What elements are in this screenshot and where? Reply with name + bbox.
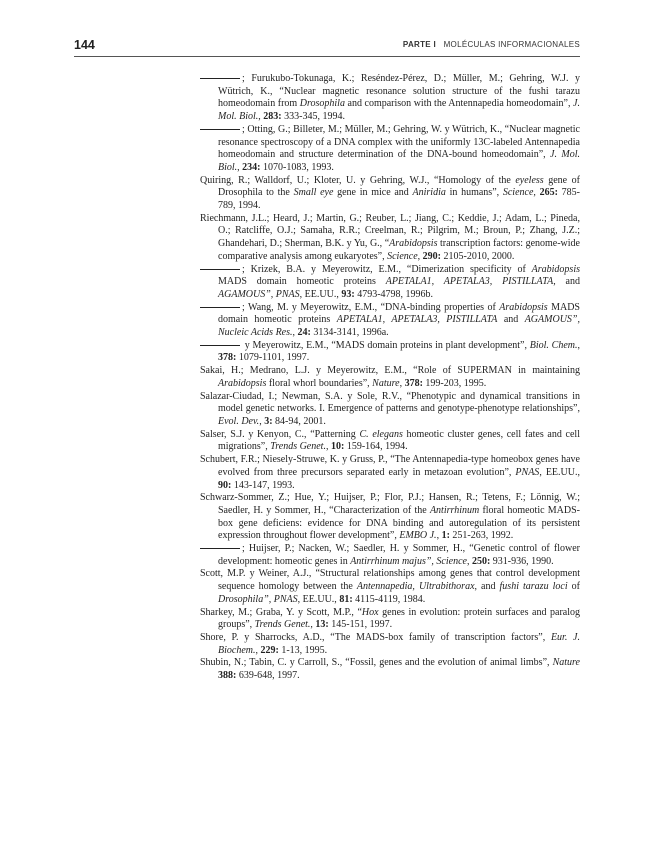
page-header	[74, 38, 580, 57]
reference-text: ,	[577, 339, 580, 351]
italic-text: AGAMOUS”, PNAS	[218, 288, 300, 300]
reference-text: and	[555, 276, 580, 288]
italic-text: Trends Genet.	[254, 619, 311, 631]
reference-text: transcription factors: genome-wide comparative analysis among eukaryotes”,	[218, 238, 580, 262]
italic-text: Nature	[372, 377, 400, 389]
reference-text: and comparison with the Antennapedia homeodomain”,	[344, 98, 574, 110]
italic-text: Arabidopsis	[389, 238, 438, 250]
reference-text: ,	[310, 619, 316, 631]
volume-number: 13:	[315, 619, 329, 631]
volume-number: 90:	[218, 479, 232, 491]
reference-text: floral homeotic MADS-box gene deficiens: evidence for DNA binding and autoregulation of its persistent expression throughout flower development”,	[218, 504, 581, 542]
reference-entry	[200, 264, 580, 302]
italic-text: Arabidopsis	[218, 377, 267, 389]
italic-text: EMBO J.	[399, 530, 437, 542]
reference-entry	[200, 124, 580, 175]
reference-entry	[200, 543, 580, 568]
reference-text: ,	[292, 327, 298, 339]
reference-text: ; Huijser, P.; Nacken, W.; Saedler, H. y Sommer, H., “Genetic control of flower development: homeotic genes in	[218, 543, 580, 567]
reference-text: ,	[417, 250, 423, 262]
reference-text: Schubert, F.R.; Niesely-Struwe, K. y Gruss, P., “The Antennapedia-type homeobox genes have evolved from three precursors separated early in metazoan evolution”,	[200, 454, 580, 478]
reference-text: 785-789, 1994.	[218, 187, 581, 212]
reference-text: Sakai, H.; Medrano, L.J. y Meyerowitz, E.M., “Role of SUPERMAN in maintaining	[200, 365, 580, 377]
reference-text: Riechmann, J.L.; Heard, J.; Martin, G.; Reuber, L.; Jiang, C.; Keddie, J.; Adam, L.; Pineda, O.; Ratcliffe, O.J.; Samaha, R.R.; Creelman, R.; Pilgrim, M.; Broun, P.; Zhang, J.Z.; Ghandehari, D.; Sherman, B.K. y Yu, G., “	[200, 212, 580, 250]
italic-text: eyeless	[515, 174, 544, 186]
reference-entry	[200, 657, 580, 682]
italic-text: Drosophila”, PNAS	[218, 593, 298, 605]
reference-entry	[200, 492, 580, 543]
repeat-author-dash	[200, 129, 240, 130]
reference-text: Schwarz-Sommer, Z.; Hue, Y.; Huijser, P.; Flor, P.J.; Hansen, R.; Tetens, F.; Lönnig, W.; Saedler, H. y Sommer, H., “Characterization of the	[200, 492, 580, 516]
italic-text: Arabidopsis	[531, 263, 580, 275]
reference-entry	[200, 340, 580, 365]
reference-text: homeotic cluster genes, cell fates and cell migrations”,	[218, 428, 580, 453]
reference-text: , EE.UU.,	[297, 593, 340, 605]
italic-text: C. elegans	[359, 428, 403, 440]
italic-text: Biol. Chem.	[529, 339, 578, 351]
reference-text: 84-94, 2001.	[272, 415, 326, 427]
reference-text: 145-151, 1997.	[328, 619, 393, 631]
italic-text: J. Mol. Biol.	[218, 98, 580, 123]
volume-number: 3:	[264, 415, 273, 427]
italic-text: Antennapedia, Ultrabithorax	[356, 581, 475, 593]
reference-text: 3134-3141, 1996a.	[310, 327, 389, 339]
reference-text: ,	[255, 644, 261, 656]
volume-number: 234:	[242, 161, 261, 173]
volume-number: 265:	[539, 187, 558, 199]
reference-entry	[200, 454, 580, 492]
reference-text: ,	[466, 555, 472, 567]
italic-text: Science	[502, 187, 534, 199]
reference-text: y Meyerowitz, E.M., “MADS domain proteins in plant development”,	[242, 339, 530, 351]
italic-text: APETALA1, APETALA3, PISTILLATA,	[385, 276, 556, 288]
reference-entry	[200, 213, 580, 264]
reference-entry	[200, 607, 580, 632]
reference-text: ,	[237, 161, 243, 173]
reference-entry	[200, 302, 580, 340]
italic-text: APETALA1, APETALA3, PISTILLATA	[336, 314, 498, 326]
reference-text: Sharkey, M.; Graba, Y. y Scott, M.P., “	[200, 606, 362, 618]
volume-number: 1:	[441, 530, 450, 542]
italic-text: PNAS	[515, 466, 540, 478]
reference-text: Salser, S.J. y Kenyon, C., “Patterning	[200, 428, 360, 440]
volume-number: 283:	[263, 111, 282, 123]
italic-text: Small eye	[293, 187, 334, 199]
volume-number: 93:	[341, 288, 355, 300]
reference-entry	[200, 429, 580, 454]
italic-text: Hox	[361, 606, 379, 618]
volume-number: 378:	[404, 377, 423, 389]
reference-text: ; Wang, M. y Meyerowitz, E.M., “DNA-binding properties of	[242, 301, 500, 313]
reference-text: Salazar-Ciudad, I.; Newman, S.A. y Sole, R.V., “Phenotypic and dynamical transitions in model genetic networks. I. Emergence of patterns and genotype-phenotype relationships”,	[200, 390, 580, 415]
reference-text: 199-203, 1995.	[422, 377, 487, 389]
reference-text: 1079-1101, 1997.	[236, 352, 310, 364]
reference-text: 1-13, 1995.	[278, 644, 328, 656]
reference-text: ,	[533, 187, 540, 199]
italic-text: J. Mol. Biol.	[218, 149, 580, 173]
reference-entry	[200, 175, 580, 213]
volume-number: 250:	[471, 555, 491, 567]
reference-entry	[200, 632, 580, 657]
volume-number: 290:	[422, 250, 441, 262]
reference-text: , EE.UU.,	[299, 288, 342, 300]
running-head	[403, 40, 580, 49]
reference-text: 2105-2010, 2000.	[441, 250, 515, 262]
reference-text: 143-147, 1993.	[231, 479, 295, 491]
reference-text: ,	[325, 441, 331, 453]
reference-list	[200, 73, 580, 683]
repeat-author-dash	[200, 307, 240, 308]
reference-text: ,	[399, 377, 405, 389]
reference-text: MADS domain homeotic proteins	[218, 301, 580, 326]
reference-text: 333-345, 1994.	[281, 111, 345, 123]
italic-text: Trends Genet.	[270, 441, 326, 453]
italic-text: Drosophila	[299, 98, 345, 110]
reference-text: ,	[258, 111, 264, 123]
repeat-author-dash	[200, 345, 240, 346]
repeat-author-dash	[200, 269, 240, 270]
reference-text: gene of Drosophila to the	[218, 174, 580, 199]
reference-text: Quiring, R.; Walldorf, U.; Kloter, U. y Gehring, W.J., “Homology of the	[200, 174, 516, 186]
italic-text: AGAMOUS”, Nucleic Acids Res.	[218, 314, 580, 339]
reference-text: ,	[259, 415, 265, 427]
volume-number: 229:	[260, 644, 279, 656]
part-label: PARTE I	[402, 40, 436, 49]
reference-entry	[200, 73, 580, 124]
reference-text: ; Otting, G.; Billeter, M.; Müller, M.; Gehring, W. y Wütrich, K., “Nuclear magnetic resonance spectroscopy of a DNA complex with the uniformly 13C-labeled Antennapedia homeodomain and structure determination of the DNA-bound homeodomain”,	[218, 123, 580, 161]
italic-text: Science	[387, 250, 418, 262]
reference-text: Shubin, N.; Tabin, C. y Carroll, S., “Fossil, genes and the evolution of animal limbs”,	[200, 657, 553, 669]
reference-text: ; Krizek, B.A. y Meyerowitz, E.M., “Dimerization specificity of	[242, 263, 532, 275]
italic-text: Antirrhinum majus”, Science	[350, 555, 467, 567]
reference-text: Scott, M.P. y Weiner, A.J., “Structural relationships among genes that control development sequence homology between the	[200, 568, 580, 593]
reference-text: 4793-4798, 1996b.	[354, 288, 434, 300]
reference-text: ; Furukubo-Tokunaga, K.; Reséndez-Pérez, D.; Müller, M.; Gehring, W.J. y Wütrich, K., “Nuclear magnetic resonance solution structure of the fushi tarazu homeodomain from	[218, 73, 580, 110]
italic-text: Evol. Dev.	[218, 415, 260, 427]
volume-number: 388:	[218, 670, 237, 682]
volume-number: 81:	[339, 593, 353, 605]
reference-text: MADS domain homeotic proteins	[218, 276, 386, 288]
italic-text: fushi tarazu loci	[499, 581, 568, 593]
reference-entry	[200, 391, 580, 429]
reference-text: and	[497, 314, 525, 326]
volume-number: 24:	[297, 327, 311, 339]
italic-text: Arabidopsis	[499, 301, 548, 313]
reference-text: , and	[474, 581, 500, 593]
reference-text: , EE.UU.,	[539, 466, 580, 478]
reference-text: of	[567, 581, 580, 593]
reference-text: 1070-1083, 1993.	[260, 161, 334, 173]
repeat-author-dash	[200, 78, 240, 79]
volume-number: 378:	[218, 352, 237, 364]
reference-text: in humans”,	[445, 187, 503, 199]
page-number: 144	[74, 38, 95, 52]
part-title: MOLÉCULAS INFORMACIONALES	[443, 40, 580, 49]
reference-text: floral whorl boundaries”,	[266, 377, 373, 389]
italic-text: Antirrhinum	[429, 504, 480, 516]
reference-text: 159-164, 1994.	[344, 441, 408, 453]
reference-text: gene in mice and	[333, 187, 413, 199]
reference-entry	[200, 568, 580, 606]
reference-text: 251-263, 1992.	[449, 530, 514, 542]
italic-text: Eur. J. Biochem.	[218, 631, 580, 656]
reference-text: 931-936, 1990.	[490, 555, 554, 567]
reference-text: Shore, P. y Sharrocks, A.D., “The MADS-box family of transcription factors”,	[200, 631, 551, 643]
italic-text: Aniridia	[412, 187, 446, 199]
reference-text: 639-648, 1997.	[236, 670, 300, 682]
italic-text: Nature	[552, 657, 580, 669]
volume-number: 10:	[330, 441, 345, 453]
reference-entry	[200, 365, 580, 390]
repeat-author-dash	[200, 548, 240, 549]
reference-text: genes in evolution: protein surfaces and paralog groups”,	[218, 606, 580, 631]
reference-text: ,	[436, 530, 442, 542]
reference-text: 4115-4119, 1984.	[352, 593, 426, 605]
